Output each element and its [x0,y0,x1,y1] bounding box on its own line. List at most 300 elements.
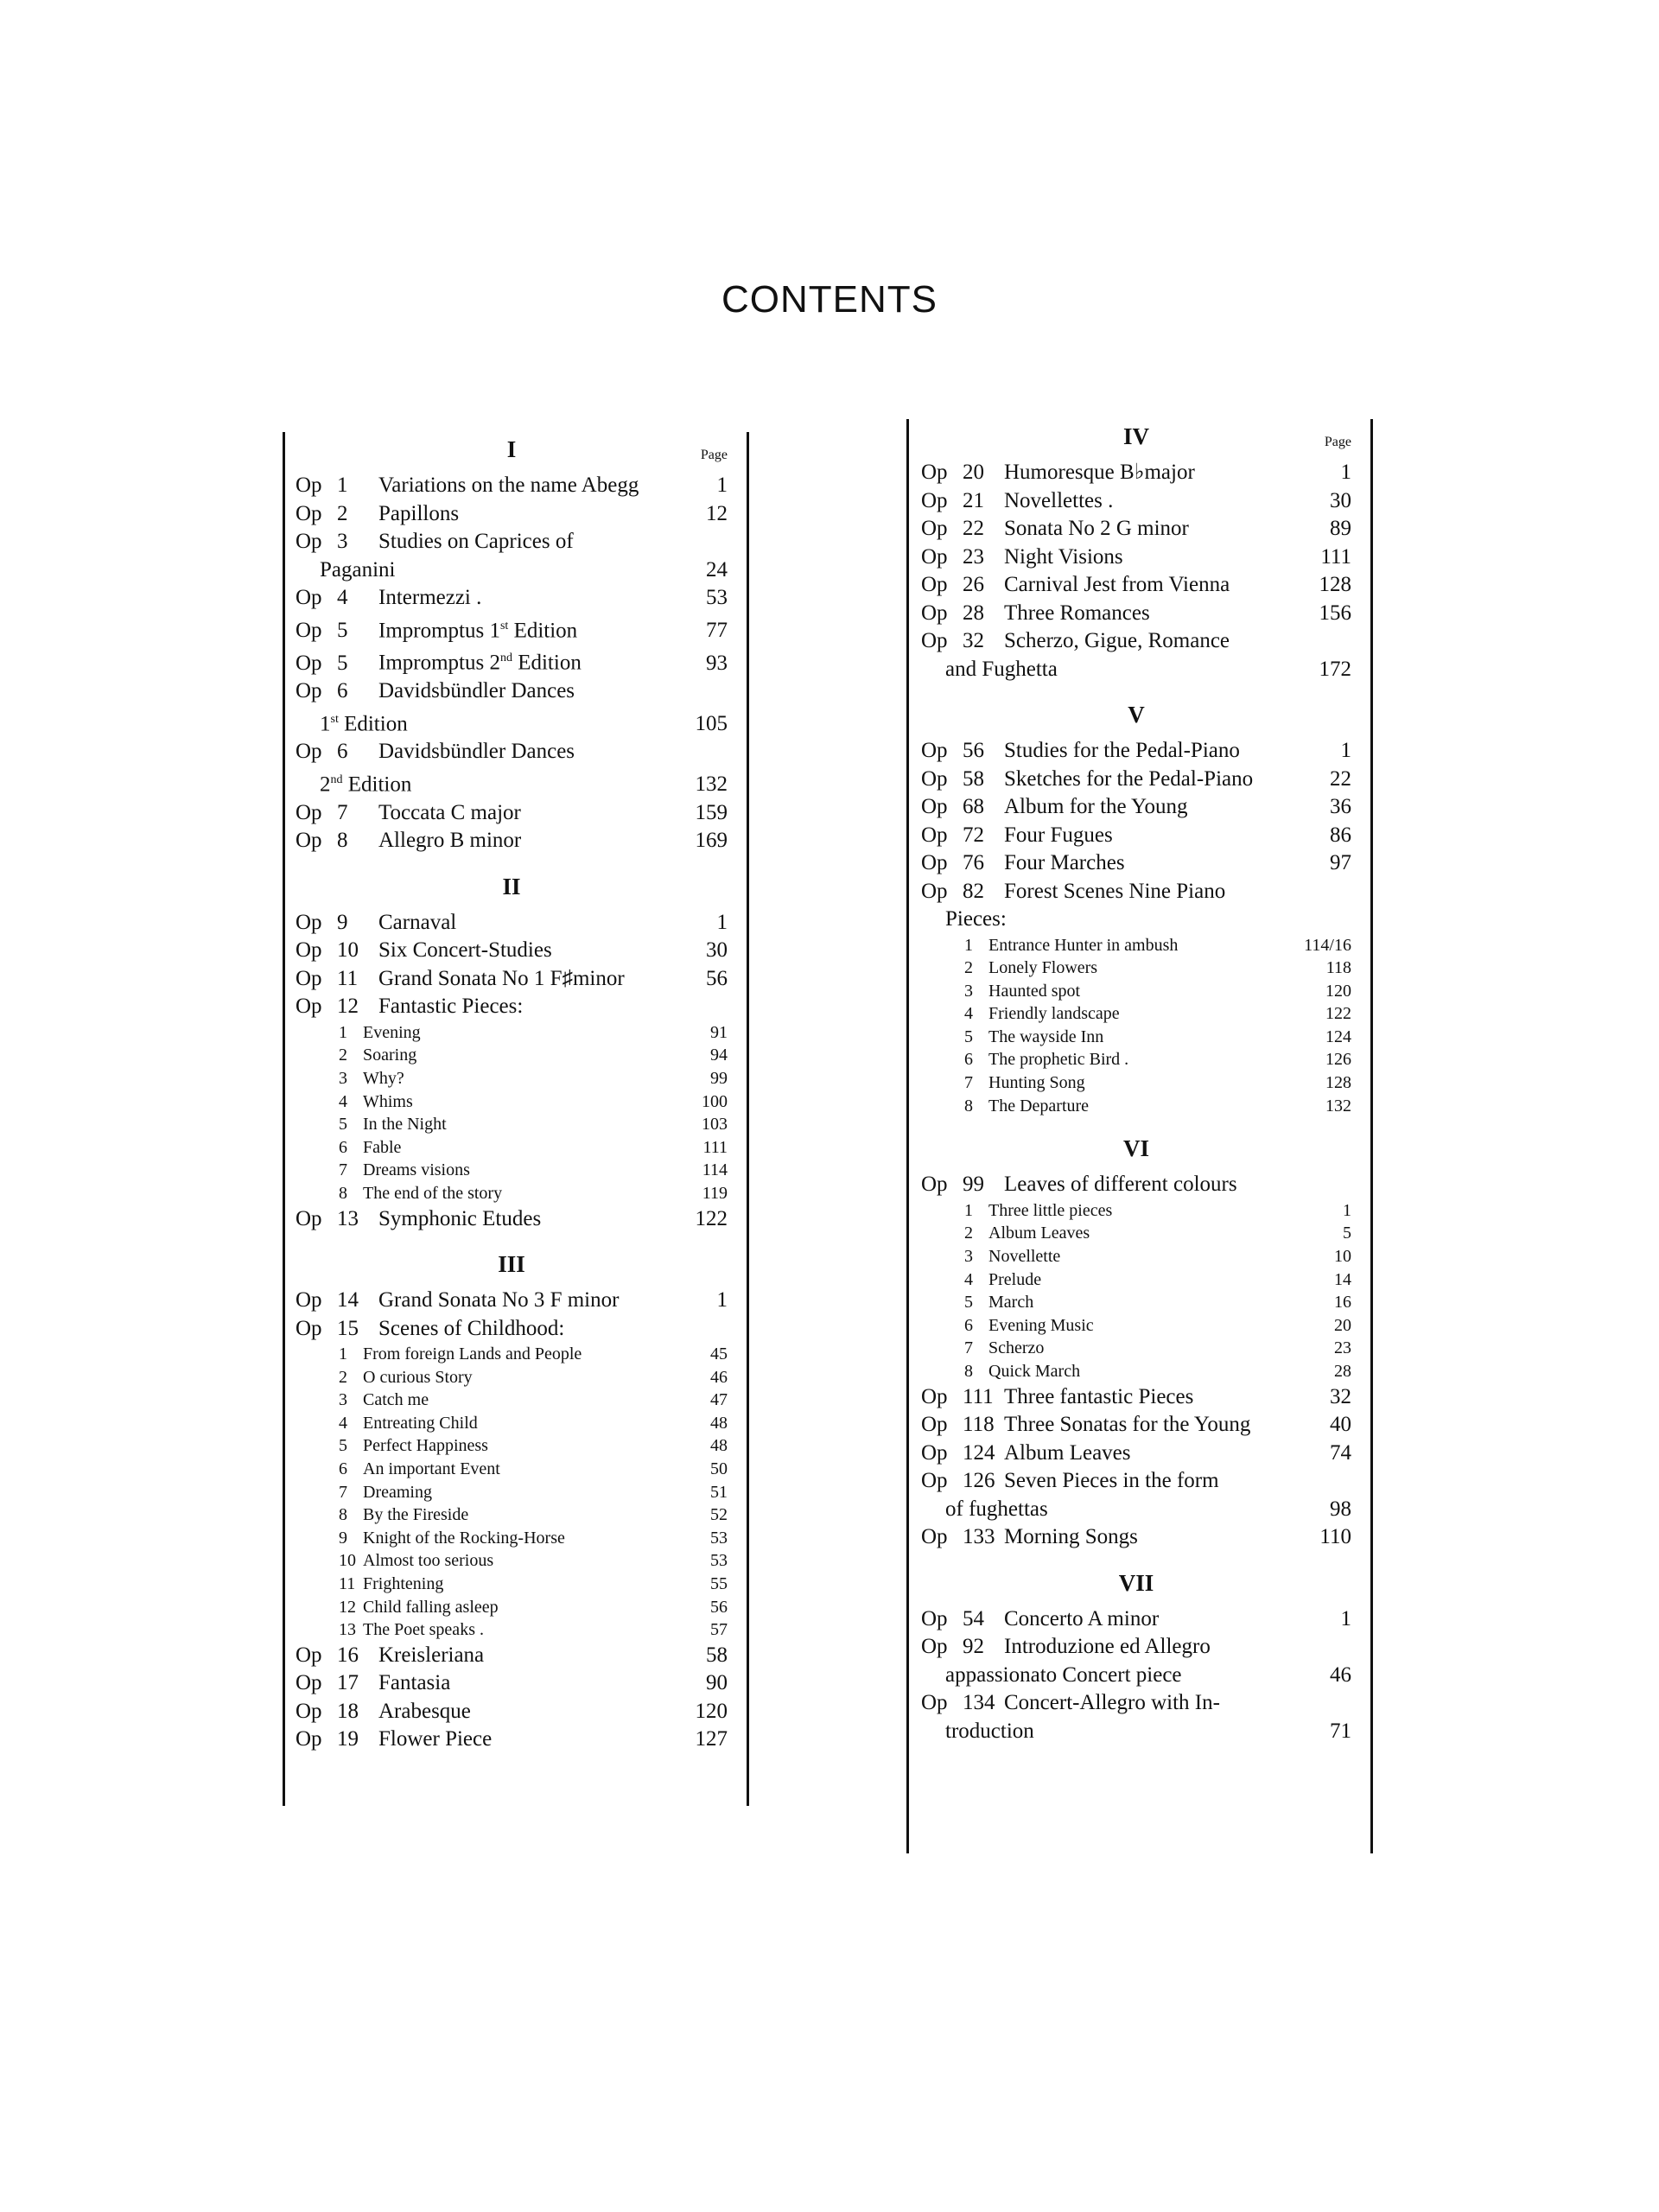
sub-entry [921,934,1351,957]
page-column-label: Page [1324,435,1351,449]
entry-title-continued: appassionato Concert piece [945,1662,1182,1687]
sub-entry-page: 124 [1325,1027,1351,1046]
entry-page: 172 [1319,657,1351,681]
opus-label: Op [921,1691,948,1714]
opus-entry [921,737,1351,766]
sub-entry-page: 5 [1343,1224,1351,1243]
sub-entry [296,1343,728,1366]
sub-entry-page: 55 [710,1574,728,1593]
opus-label: Op [921,517,948,540]
sub-entry [296,1067,728,1090]
entry-page: 32 [1330,1384,1351,1408]
opus-label: Op [921,1173,948,1197]
sub-entry-page: 99 [710,1069,728,1088]
sub-entry-page: 20 [1334,1315,1351,1335]
opus-label: Op [921,629,948,652]
entry-page: 36 [1330,795,1351,818]
entry-page: 90 [706,1671,728,1695]
entry-title: Concerto A minor [1004,1606,1160,1630]
opus-label: Op [296,474,322,497]
opus-label: Op [296,1316,322,1340]
opus-label: Op [921,488,948,512]
opus-label: Op [296,800,322,824]
opus-label: Op [921,544,948,569]
section-numeral: VI [1122,1135,1149,1162]
sub-entry-number: 7 [964,1073,973,1093]
sub-entry-number: 5 [339,1436,347,1456]
opus-number: 16 [337,1643,359,1667]
sub-entry-number: 12 [339,1597,356,1617]
sub-entry-number: 3 [964,1246,973,1266]
opus-number: 4 [337,586,348,609]
sub-entry-title: Soaring [363,1046,417,1065]
sub-entry-page: 111 [702,1137,728,1157]
opus-label: Op [296,829,322,853]
entry-continuation [921,1662,1351,1690]
opus-label: Op [921,1525,948,1548]
opus-number: 6 [337,679,348,703]
sub-entry [296,1412,728,1435]
entry-page: 156 [1319,601,1351,625]
sub-entry-number: 7 [964,1338,973,1358]
opus-label: Op [296,910,322,934]
opus-label: Op [921,1469,948,1492]
opus-number: 92 [963,1635,984,1658]
entry-page: 98 [1330,1497,1351,1521]
entry-title: Concert-Allegro with In- [1004,1691,1220,1714]
opus-label: Op [921,461,948,484]
section-numeral: III [498,1251,525,1278]
opus-number: 2 [337,501,348,525]
opus-number: 8 [337,829,348,853]
sub-entry-page: 114 [702,1160,728,1180]
sub-entry [921,1245,1351,1268]
sub-entry-title: Album Leaves [988,1224,1090,1243]
opus-entry [296,472,728,500]
sub-entry-number: 13 [339,1620,356,1640]
sub-entry-title: O curious Story [363,1367,473,1387]
entry-title: Variations on the name Abegg [378,474,639,497]
opus-label: Op [296,1206,322,1230]
opus-entry [296,1698,728,1726]
opus-number: 14 [337,1288,359,1313]
opus-entry [921,1171,1351,1199]
opus-entry [921,1523,1351,1552]
sub-entry [296,1527,728,1550]
sub-entry [921,957,1351,980]
sub-entry-page: 56 [710,1597,728,1617]
opus-label: Op [921,851,948,874]
sub-entry-number: 9 [339,1528,347,1548]
opus-entry [921,766,1351,794]
sub-entry-title: Lonely Flowers [988,958,1098,978]
entry-title-continued: Paganini [320,557,396,582]
opus-entry [921,571,1351,600]
sub-entry-number: 4 [964,1004,973,1024]
sub-entry [921,1360,1351,1383]
entry-title: Six Concert-Studies [378,938,552,963]
opus-label: Op [296,1699,322,1723]
section-numeral: IV [1122,423,1149,449]
sub-entry-number: 8 [964,1096,973,1116]
entry-page: 128 [1319,573,1351,596]
page-title: CONTENTS [721,278,938,321]
sub-entry-title: Quick March [988,1361,1081,1381]
sub-entry-title: The Departure [988,1096,1090,1116]
entry-title: Fantasia [378,1671,451,1695]
sub-entry-number: 5 [964,1027,973,1046]
sub-entry-page: 47 [710,1390,728,1410]
opus-label: Op [921,1440,948,1465]
opus-entry [296,1669,728,1698]
sub-entry-title: An important Event [363,1459,500,1479]
opus-entry [921,1605,1351,1634]
sub-entry-page: 114/16 [1304,935,1351,955]
entry-page: 40 [1330,1413,1351,1436]
opus-label: Op [296,586,322,609]
sub-entry-number: 6 [339,1459,347,1479]
sub-entry-title: Scherzo [988,1338,1045,1358]
sub-entry-page: 128 [1325,1073,1351,1093]
sub-entry-page: 28 [1334,1361,1351,1381]
opus-entry [296,827,728,855]
sub-entry-page: 53 [710,1528,728,1548]
entry-page: 22 [1330,766,1351,791]
entry-page: 1 [716,474,728,497]
entry-page: 132 [695,772,728,797]
sub-entry-title: In the Night [363,1115,447,1135]
opus-entry [296,1642,728,1670]
entry-continuation [296,556,728,585]
opus-entry [921,1440,1351,1468]
opus-label: Op [296,995,322,1019]
entry-title: Fantastic Pieces: [378,995,524,1019]
section-numeral: VII [1118,1569,1154,1596]
opus-number: 7 [337,800,348,824]
sub-entry-page: 57 [710,1620,728,1640]
opus-label: Op [296,740,322,764]
opus-entry [921,1411,1351,1440]
entry-title-continued: and Fughetta [945,657,1058,681]
entry-page: 30 [1330,488,1351,512]
entry-page: 93 [706,651,728,675]
sub-entry-title: Hunting Song [988,1073,1085,1093]
sub-entry-page: 103 [702,1115,728,1135]
entry-title: Scenes of Childhood: [378,1316,565,1340]
entry-title: Kreisleriana [378,1643,485,1667]
opus-number: 20 [963,461,984,484]
sub-entry-title: Novellette [988,1246,1061,1266]
entry-title: Intermezzi . [378,586,482,609]
entry-page: 127 [695,1727,728,1751]
sub-entry [921,1268,1351,1292]
opus-label: Op [296,1643,322,1667]
entry-continuation [296,706,728,739]
entry-title: Studies for the Pedal-Piano [1004,739,1240,762]
sub-entry-number: 11 [339,1574,356,1593]
opus-label: Op [296,1727,322,1751]
sub-entry-title: The Poet speaks . [363,1620,484,1640]
opus-entry [296,909,728,938]
opus-number: 11 [337,966,359,990]
opus-number: 72 [963,823,984,847]
entry-title: Arabesque [378,1699,471,1723]
entry-title: Scherzo, Gigue, Romance [1004,629,1230,652]
entry-title: Impromptus 1st Edition [378,618,578,642]
sub-entry-page: 52 [710,1505,728,1525]
sub-entry [921,1337,1351,1360]
opus-label: Op [296,618,322,642]
sub-entry-number: 2 [964,1224,973,1243]
sub-entry [296,1136,728,1160]
sub-entry [296,1573,728,1596]
entry-title: Sketches for the Pedal-Piano [1004,766,1254,791]
sub-entry-number: 6 [964,1050,973,1070]
opus-entry [921,543,1351,572]
sub-entry-number: 10 [339,1551,356,1571]
entry-title: Davidsbündler Dances [378,740,575,764]
entry-title: Studies on Caprices of [378,530,574,553]
entry-continuation [921,1496,1351,1524]
entry-page: 74 [1330,1440,1351,1465]
entry-title: Night Visions [1004,544,1123,569]
sub-entry-title: Evening Music [988,1315,1094,1335]
opus-entry [296,993,728,1021]
opus-number: 21 [963,488,984,512]
entry-page: 24 [706,557,728,582]
opus-number: 3 [337,530,348,553]
sub-entry-page: 100 [702,1091,728,1111]
sub-entry-title: Knight of the Rocking-Horse [363,1528,565,1548]
sub-entry-page: 122 [1325,1004,1351,1024]
sub-entry-page: 45 [710,1344,728,1364]
sub-entry-title: Evening [363,1022,421,1042]
entry-page: 97 [1330,851,1351,874]
sub-entry-title: Perfect Happiness [363,1436,488,1456]
entry-title: Novellettes . [1004,488,1114,512]
sub-entry [296,1090,728,1114]
opus-label: Op [921,1384,948,1408]
section-heading [921,1131,1351,1171]
sub-entry [296,1182,728,1205]
entry-continuation [921,656,1351,684]
entry-page: 110 [1319,1525,1351,1548]
sub-entry [921,1291,1351,1314]
sub-entry [296,1159,728,1182]
opus-number: 23 [963,544,984,569]
entry-title: Symphonic Etudes [378,1206,542,1230]
opus-number: 99 [963,1173,984,1197]
opus-entry [296,645,728,677]
sub-entry [296,1549,728,1573]
opus-label: Op [921,795,948,818]
entry-title: Three fantastic Pieces [1004,1384,1194,1408]
sub-entry [296,1044,728,1067]
section-heading [296,432,728,472]
sub-entry-page: 48 [710,1436,728,1456]
opus-number: 22 [963,517,984,540]
sub-entry [296,1458,728,1481]
sub-entry-number: 1 [964,1200,973,1220]
opus-number: 18 [337,1699,359,1723]
entry-title: Three Romances [1004,601,1150,625]
sub-entry-number: 7 [339,1160,347,1180]
opus-entry [296,584,728,613]
opus-number: 32 [963,629,984,652]
sub-entry-title: Dreams visions [363,1160,470,1180]
opus-number: 15 [337,1316,359,1340]
entry-page: 1 [1340,739,1351,762]
entry-title-continued: troduction [945,1719,1034,1743]
opus-number: 19 [337,1727,359,1751]
opus-number: 82 [963,879,984,903]
sub-entry-page: 10 [1334,1246,1351,1266]
sub-entry-number: 8 [964,1361,973,1381]
entry-title: Forest Scenes Nine Piano [1004,879,1226,903]
sub-entry [296,1618,728,1642]
sub-entry-page: 119 [702,1183,728,1203]
sub-entry-title: Haunted spot [988,981,1081,1001]
sub-entry-number: 7 [339,1482,347,1502]
sub-entry-number: 8 [339,1505,347,1525]
opus-entry [296,677,728,706]
sub-entry [296,1434,728,1458]
section-heading [296,1247,728,1287]
sub-entry-page: 14 [1334,1269,1351,1289]
entry-page: 89 [1330,517,1351,540]
sub-entry [296,1481,728,1504]
entry-title: Toccata C major [378,800,521,824]
opus-number: 54 [963,1606,984,1630]
sub-entry-page: 91 [710,1022,728,1042]
opus-number: 17 [337,1671,359,1695]
opus-label: Op [296,501,322,525]
entry-title: Grand Sonata No 1 F♯minor [378,966,625,990]
opus-number: 68 [963,795,984,818]
opus-entry [921,515,1351,543]
sub-entry-number: 3 [964,981,973,1001]
entry-page: 58 [706,1643,728,1667]
entry-title: Carnival Jest from Vienna [1004,573,1230,596]
sub-entry-number: 3 [339,1390,347,1410]
sub-entry [296,1389,728,1412]
sub-entry-title: The wayside Inn [988,1027,1104,1046]
sub-entry [921,1199,1351,1223]
opus-label: Op [296,966,322,990]
opus-entry [921,793,1351,822]
sub-entry-number: 1 [339,1022,347,1042]
entry-page: 1 [1340,1606,1351,1630]
opus-label: Op [296,938,322,963]
sub-entry-title: Why? [363,1069,404,1088]
opus-label: Op [296,1671,322,1695]
entry-title: Papillons [378,501,460,525]
entry-title: Grand Sonata No 3 F minor [378,1288,620,1313]
opus-number: 10 [337,938,359,963]
sub-entry-title: The prophetic Bird . [988,1050,1129,1070]
sub-entry-title: Three little pieces [988,1200,1113,1220]
sub-entry-page: 94 [710,1046,728,1065]
entry-page: 71 [1330,1719,1351,1743]
entry-page: 1 [1340,461,1351,484]
entry-page: 77 [706,618,728,642]
sub-entry-title: Child falling asleep [363,1597,499,1617]
entry-page: 30 [706,938,728,963]
opus-number: 28 [963,601,984,625]
sub-entry-title: The end of the story [363,1183,503,1203]
opus-entry [921,459,1351,487]
section-heading [921,419,1351,459]
section-numeral: I [506,436,517,462]
entry-title: Impromptus 2nd Edition [378,651,582,675]
entry-title: Album for the Young [1004,795,1188,818]
entry-page: 169 [695,829,728,853]
sub-entry [296,1596,728,1619]
sub-entry-page: 120 [1325,981,1351,1001]
sub-entry-title: March [988,1293,1034,1313]
opus-number: 56 [963,739,984,762]
sub-entry-number: 6 [339,1137,347,1157]
entry-page: 159 [695,800,728,824]
entry-title: Seven Pieces in the form [1004,1469,1219,1492]
opus-label: Op [921,1413,948,1436]
opus-entry [296,500,728,529]
opus-label: Op [921,573,948,596]
sub-entry-title: Catch me [363,1390,429,1410]
sub-entry-page: 132 [1325,1096,1351,1116]
opus-number: 5 [337,651,348,675]
entry-page: 12 [706,501,728,525]
entry-title: Morning Songs [1004,1525,1138,1548]
sub-entry [921,1002,1351,1026]
opus-number: 76 [963,851,984,874]
entry-page: 120 [695,1699,728,1723]
opus-label: Op [296,679,322,703]
sub-entry-page: 23 [1334,1338,1351,1358]
sub-entry [921,1026,1351,1049]
entry-title-continued: 1st Edition [320,711,408,735]
sub-entry-number: 4 [339,1413,347,1433]
entry-page: 122 [695,1206,728,1230]
opus-number: 13 [337,1206,359,1230]
sub-entry-title: Entrance Hunter in ambush [988,935,1179,955]
sub-entry-number: 1 [964,935,973,955]
sub-entry-title: By the Fireside [363,1505,469,1525]
opus-label: Op [921,739,948,762]
sub-entry [921,1048,1351,1071]
opus-entry [921,849,1351,878]
page-column-label: Page [700,448,728,462]
sub-entry [921,1314,1351,1338]
entry-page: 46 [1330,1662,1351,1687]
opus-label: Op [921,823,948,847]
opus-number: 58 [963,766,984,791]
opus-label: Op [921,766,948,791]
sub-entry [921,980,1351,1003]
sub-entry [921,1095,1351,1118]
opus-number: 6 [337,740,348,764]
entry-title: Davidsbündler Dances [378,679,575,703]
sub-entry-number: 4 [964,1269,973,1289]
opus-number: 12 [337,995,359,1019]
entry-title: Four Marches [1004,851,1125,874]
section-heading [921,697,1351,737]
opus-entry [921,600,1351,628]
opus-label: Op [296,530,322,553]
entry-page: 105 [695,711,728,735]
sub-entry-title: Dreaming [363,1482,432,1502]
sub-entry-number: 4 [339,1091,347,1111]
